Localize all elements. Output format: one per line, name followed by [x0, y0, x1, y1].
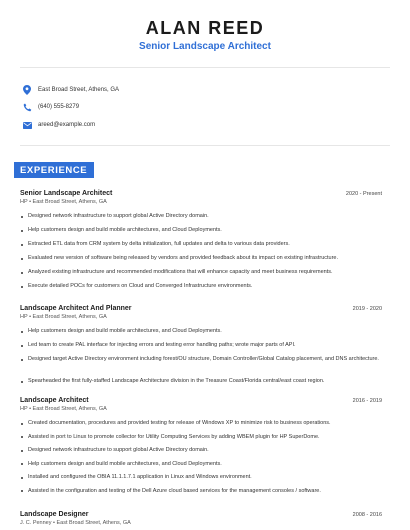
bullet-item: Led team to create PAL interface for injecting errors and testing error handling paths; wrote major parts of API. — [20, 342, 382, 356]
job-entry — [20, 305, 382, 320]
job-dates: 2008 - 2016 — [352, 512, 382, 518]
bullet-item: Help customers design and build mobile architectures, and Cloud Deployments. — [20, 328, 382, 342]
job-entry — [20, 511, 382, 526]
bullet-item: Created documentation, procedures and provided testing for release of Windows XP to minimize risk to business operations. — [20, 420, 382, 434]
job-dates: 2020 - Present — [345, 191, 382, 197]
job-header — [20, 397, 382, 404]
bullet-item: Execute detailed POCs for customers on Cloud and Converged Infrastructure environments. — [20, 283, 382, 297]
bullet-item: Help customers design and build mobile architectures, and Cloud Deployments. — [20, 461, 382, 475]
experience-section-heading: EXPERIENCE — [14, 162, 94, 178]
job-company: HP • East Broad Street, Athens, GA — [20, 199, 107, 205]
candidate-title: Senior Landscape Architect — [139, 41, 271, 52]
header-divider — [20, 67, 390, 68]
job-bullets — [20, 328, 382, 392]
job-title: Landscape Architect — [20, 397, 89, 404]
bullet-item: Installed and configured the OBIA 11.1.1.7.1 application in Linux and Windows environment. — [20, 474, 382, 488]
address-text: East Broad Street, Athens, GA — [38, 87, 120, 93]
location-pin-icon — [22, 85, 32, 95]
job-company: HP • East Broad Street, Athens, GA — [20, 314, 107, 320]
job-entry — [20, 190, 382, 205]
bullet-item: Analyzed existing infrastructure and recommended modifications that will enhance capacity and meet business requirements. — [20, 269, 382, 283]
job-entry — [20, 397, 382, 412]
bullet-item: Assisted in port to Linux to promote collector for Utility Computing Services by adding WBEM plugin for HP SuperDome. — [20, 434, 382, 448]
job-title: Landscape Designer — [20, 511, 89, 518]
job-title: Senior Landscape Architect — [20, 190, 113, 197]
contact-address — [22, 83, 119, 97]
email-text: areed@example.com — [38, 122, 96, 128]
mail-icon — [22, 120, 32, 130]
job-title: Landscape Architect And Planner — [20, 305, 132, 312]
bullet-item: Help customers design and build mobile architectures, and Cloud Deployments. — [20, 227, 382, 241]
job-header — [20, 190, 382, 197]
contact-email — [22, 118, 95, 132]
bullet-item: Extracted ETL data from CRM system by delta initialization, full updates and delta to various data providers. — [20, 241, 382, 255]
job-dates: 2016 - 2019 — [352, 398, 382, 404]
bullet-item: Evaluated new version of software being released by vendors and provided feedback about its impact on existing infrastructure. — [20, 255, 382, 269]
job-company: J. C. Penney • East Broad Street, Athens, GA — [20, 520, 131, 526]
job-company: HP • East Broad Street, Athens, GA — [20, 406, 107, 412]
job-header — [20, 305, 382, 312]
job-bullets — [20, 420, 382, 501]
bullet-item: Designed network infrastructure to support global Active Directory domain. — [20, 447, 382, 461]
phone-icon — [22, 102, 32, 112]
bullet-item: Spearheaded the first fully-staffed Landscape Architecture division in the Treasure Coast/Florida central/east coast region. — [20, 378, 382, 392]
job-bullets — [20, 213, 382, 297]
phone-text: (640) 555-8279 — [38, 104, 80, 110]
bullet-item: Designed target Active Directory environment including forest/OU structure, Domain Controller/Global Catalog placement, and DNS architecture. — [20, 356, 382, 378]
bullet-item: Assisted in the configuration and testing of the Dell Azure cloud based services for the management consoles / software. — [20, 488, 382, 502]
candidate-name: ALAN REED — [145, 18, 265, 38]
job-header — [20, 511, 382, 518]
job-dates: 2019 - 2020 — [352, 306, 382, 312]
contact-phone — [22, 100, 79, 114]
bullet-item: Designed network infrastructure to support global Active Directory domain. — [20, 213, 382, 227]
contact-divider — [20, 145, 390, 146]
